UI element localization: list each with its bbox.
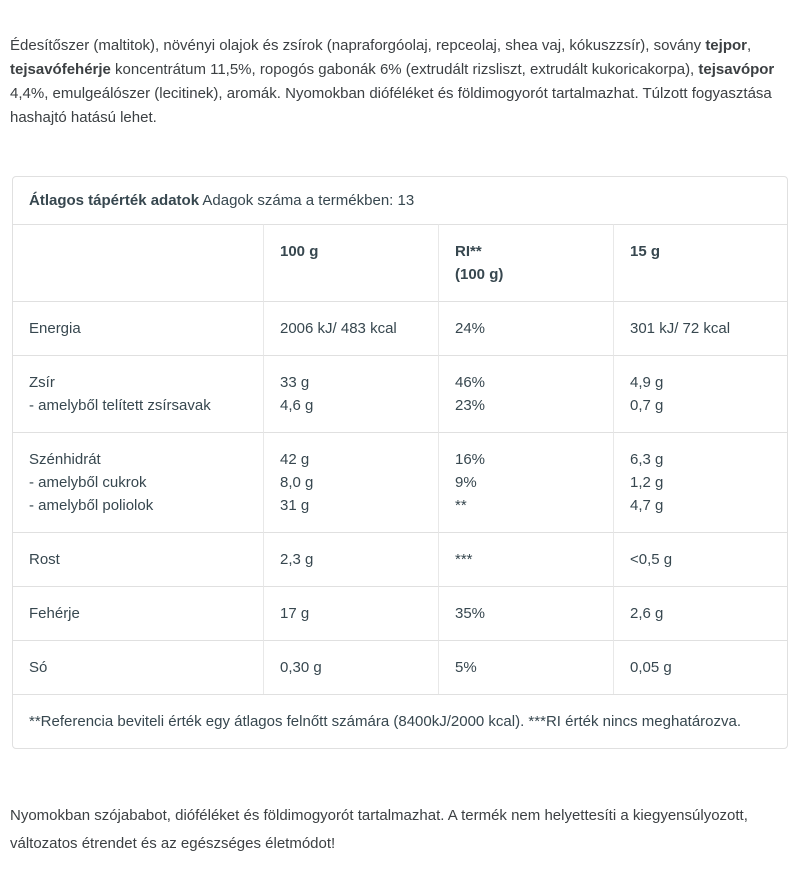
table-subtitle-servings: Adagok száma a termékben: 13 — [202, 192, 415, 209]
nutrient-value: <0,5 g — [630, 551, 673, 568]
value-cell-ri — [438, 432, 613, 532]
value-cell-15g — [613, 301, 787, 355]
value-cell-ri — [438, 586, 613, 640]
nutrient-value: 0,30 g — [280, 659, 322, 676]
value-cell-ri — [438, 355, 613, 432]
nutrient-value: 31 g — [280, 497, 310, 514]
value-cell-15g — [613, 586, 787, 640]
row-label-cell — [13, 640, 263, 694]
value-cell-100g — [263, 640, 438, 694]
nutrient-value: 24% — [455, 320, 486, 337]
table-title-row — [13, 177, 787, 224]
value-cell-100g — [263, 301, 438, 355]
column-header-empty — [13, 224, 263, 301]
nutrient-sublabel: - amelyből poliolok — [29, 497, 154, 514]
column-header-ri-line2: (100 g) — [455, 266, 504, 283]
nutrient-value: 0,05 g — [630, 659, 672, 676]
value-cell-15g — [613, 355, 787, 432]
table-row-rost — [13, 532, 787, 586]
nutrient-value: 2,6 g — [630, 605, 664, 622]
nutrient-label: Szénhidrát — [29, 451, 101, 468]
table-row-zsir — [13, 355, 787, 432]
column-header-15g: 15 g — [613, 224, 787, 301]
nutrient-sublabel: - amelyből telített zsírsavak — [29, 397, 211, 414]
value-cell-100g — [263, 586, 438, 640]
nutrient-value: 2,3 g — [280, 551, 314, 568]
nutrient-value: 2006 kJ/ 483 kcal — [280, 320, 397, 337]
nutrient-value: 35% — [455, 605, 486, 622]
value-cell-100g — [263, 355, 438, 432]
row-label-cell — [13, 586, 263, 640]
nutrient-value: 33 g — [280, 374, 310, 391]
nutrient-value: 46% — [455, 374, 486, 391]
nutrient-label: Rost — [29, 551, 60, 568]
nutrition-table — [12, 176, 788, 749]
nutrient-value: 8,0 g — [280, 474, 314, 491]
column-header-100g: 100 g — [263, 224, 438, 301]
column-header-row — [13, 224, 787, 301]
nutrient-value: 9% — [455, 474, 477, 491]
ingredients-paragraph: Édesítőszer (maltitok), növényi olajok és zsírok (napraforgóolaj, repceolaj, shea vaj, kókuszzsír), sovány tejpor, tejsavófehérje koncentrátum 11,5%, ropogós gabonák 6% (extrudált rizsliszt, extrudált kukoricakorpa), tejsavópor 4,4%, emulgeálószer (lecitinek), aromák. Nyomokban dióféléket és földimogyorót tartalmazhat. Túlzott fogyasztása hashajtó hatású lehet. — [10, 37, 775, 126]
nutrient-value: 1,2 g — [630, 474, 664, 491]
nutrient-value: *** — [455, 551, 473, 568]
nutrient-value: 4,9 g — [630, 374, 664, 391]
row-label-cell — [13, 301, 263, 355]
nutrient-value: 4,7 g — [630, 497, 664, 514]
value-cell-ri — [438, 301, 613, 355]
nutrient-sublabel: - amelyből cukrok — [29, 474, 147, 491]
nutrient-value: ** — [455, 497, 467, 514]
nutrient-value: 23% — [455, 397, 486, 414]
nutrient-label: Zsír — [29, 374, 55, 391]
table-title-cell — [13, 177, 787, 224]
nutrient-value: 17 g — [280, 605, 310, 622]
nutrient-label: Só — [29, 659, 48, 676]
nutrient-label: Fehérje — [29, 605, 80, 622]
table-row-szenhidrat — [13, 432, 787, 532]
column-header-ri — [438, 224, 613, 301]
nutrient-value: 4,6 g — [280, 397, 314, 414]
nutrient-value: 5% — [455, 659, 477, 676]
row-label-cell — [13, 532, 263, 586]
value-cell-15g — [613, 432, 787, 532]
table-row-energia — [13, 301, 787, 355]
table-row-feherje — [13, 586, 787, 640]
column-header-ri-line1: RI** — [455, 243, 482, 260]
nutrient-value: 16% — [455, 451, 486, 468]
value-cell-100g — [263, 432, 438, 532]
row-label-cell — [13, 432, 263, 532]
nutrient-label: Energia — [29, 320, 81, 337]
value-cell-100g — [263, 532, 438, 586]
disclaimer-paragraph: Nyomokban szójababot, dióféléket és földimogyorót tartalmazhat. A termék nem helyettesíti a kiegyensúlyozott, változatos étrendet és az egészséges életmódot! — [10, 807, 748, 852]
value-cell-15g — [613, 532, 787, 586]
table-footnote: **Referencia beviteli érték egy átlagos felnőtt számára (8400kJ/2000 kcal). ***RI érték nincs meghatározva. — [13, 694, 787, 748]
nutrient-value: 0,7 g — [630, 397, 664, 414]
nutrient-value: 301 kJ/ 72 kcal — [630, 320, 731, 337]
row-label-cell — [13, 355, 263, 432]
value-cell-ri — [438, 532, 613, 586]
table-row-so — [13, 640, 787, 694]
table-title: Átlagos tápérték adatok — [29, 192, 200, 209]
value-cell-15g — [613, 640, 787, 694]
nutrient-value: 6,3 g — [630, 451, 664, 468]
value-cell-ri — [438, 640, 613, 694]
table-footnote-row — [13, 694, 787, 748]
nutrient-value: 42 g — [280, 451, 310, 468]
